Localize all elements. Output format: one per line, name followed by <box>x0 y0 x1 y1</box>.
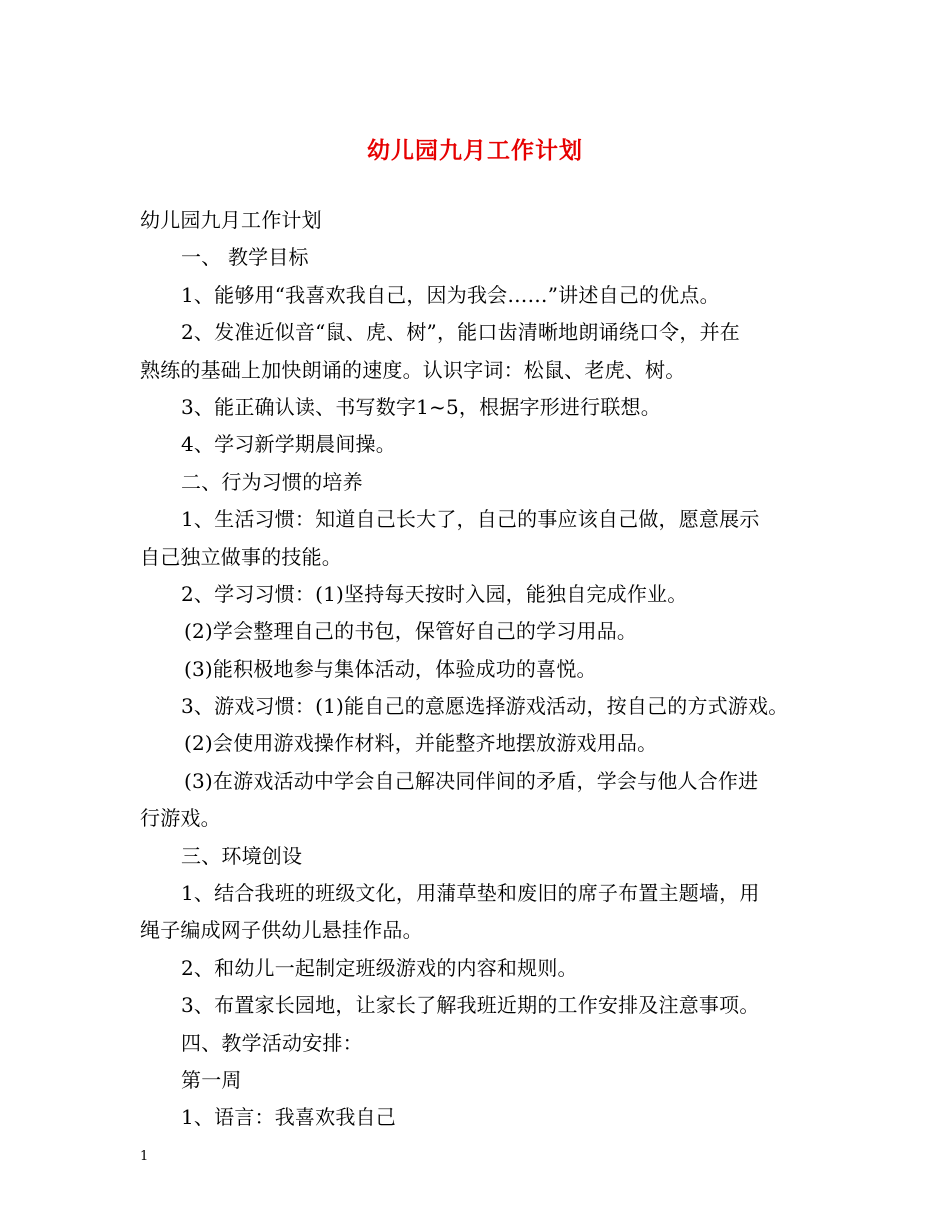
paragraph-line-continued: 绳子编成网子供幼儿悬挂作品。 <box>140 918 423 943</box>
paragraph-line: 1、结合我班的班级文化，用蒲草垫和废旧的席子布置主题墙，用 <box>181 881 760 906</box>
document-body <box>140 202 830 1137</box>
section-heading-habits: 二、行为习惯的培养 <box>181 469 363 494</box>
section-heading-teaching-goals: 一、 教学目标 <box>181 245 309 270</box>
paragraph-line-continued: 行游戏。 <box>140 806 221 831</box>
paragraph-line: 1、语言：我喜欢我自己 <box>181 1105 396 1130</box>
week-heading: 第一周 <box>181 1067 242 1092</box>
section-heading-environment: 三、环境创设 <box>181 843 303 868</box>
paragraph-line: 3、能正确认读、书写数字1~5，根据字形进行联想。 <box>181 394 661 419</box>
paragraph-line-continued: 熟练的基础上加快朗诵的速度。认识字词：松鼠、老虎、树。 <box>140 357 686 382</box>
paragraph-line: 2、和幼儿一起制定班级游戏的内容和规则。 <box>181 955 578 980</box>
subtitle-line: 幼儿园九月工作计划 <box>140 208 322 232</box>
section-heading-activities: 四、教学活动安排： <box>181 1030 363 1055</box>
paragraph-line: 1、生活习惯：知道自己长大了，自己的事应该自己做，愿意展示 <box>181 507 760 532</box>
page-number: 1 <box>140 1149 149 1164</box>
paragraph-line: 3、游戏习惯：(1)能自己的意愿选择游戏活动，按自己的方式游戏。 <box>181 694 789 719</box>
paragraph-line: (2)会使用游戏操作材料，并能整齐地摆放游戏用品。 <box>184 731 658 756</box>
paragraph-line: 2、发准近似音“鼠、虎、树”，能口齿清晰地朗诵绕口令，并在 <box>181 320 740 345</box>
paragraph-line: 3、布置家长园地，让家长了解我班近期的工作安排及注意事项。 <box>181 993 760 1018</box>
document-title: 幼儿园九月工作计划 <box>367 137 583 164</box>
paragraph-line: 1、能够用“我喜欢我自己，因为我会……”讲述自己的优点。 <box>181 282 720 307</box>
paragraph-line: (2)学会整理自己的书包，保管好自己的学习用品。 <box>184 619 638 644</box>
paragraph-line: (3)在游戏活动中学会自己解决同伴间的矛盾，学会与他人合作进 <box>184 768 759 793</box>
paragraph-line: 4、学习新学期晨间操。 <box>181 432 396 457</box>
paragraph-line-continued: 自己独立做事的技能。 <box>140 544 342 569</box>
paragraph-line: 2、学习习惯：(1)坚持每天按时入园，能独自完成作业。 <box>181 581 688 606</box>
paragraph-line: (3)能积极地参与集体活动，体验成功的喜悦。 <box>184 656 597 681</box>
